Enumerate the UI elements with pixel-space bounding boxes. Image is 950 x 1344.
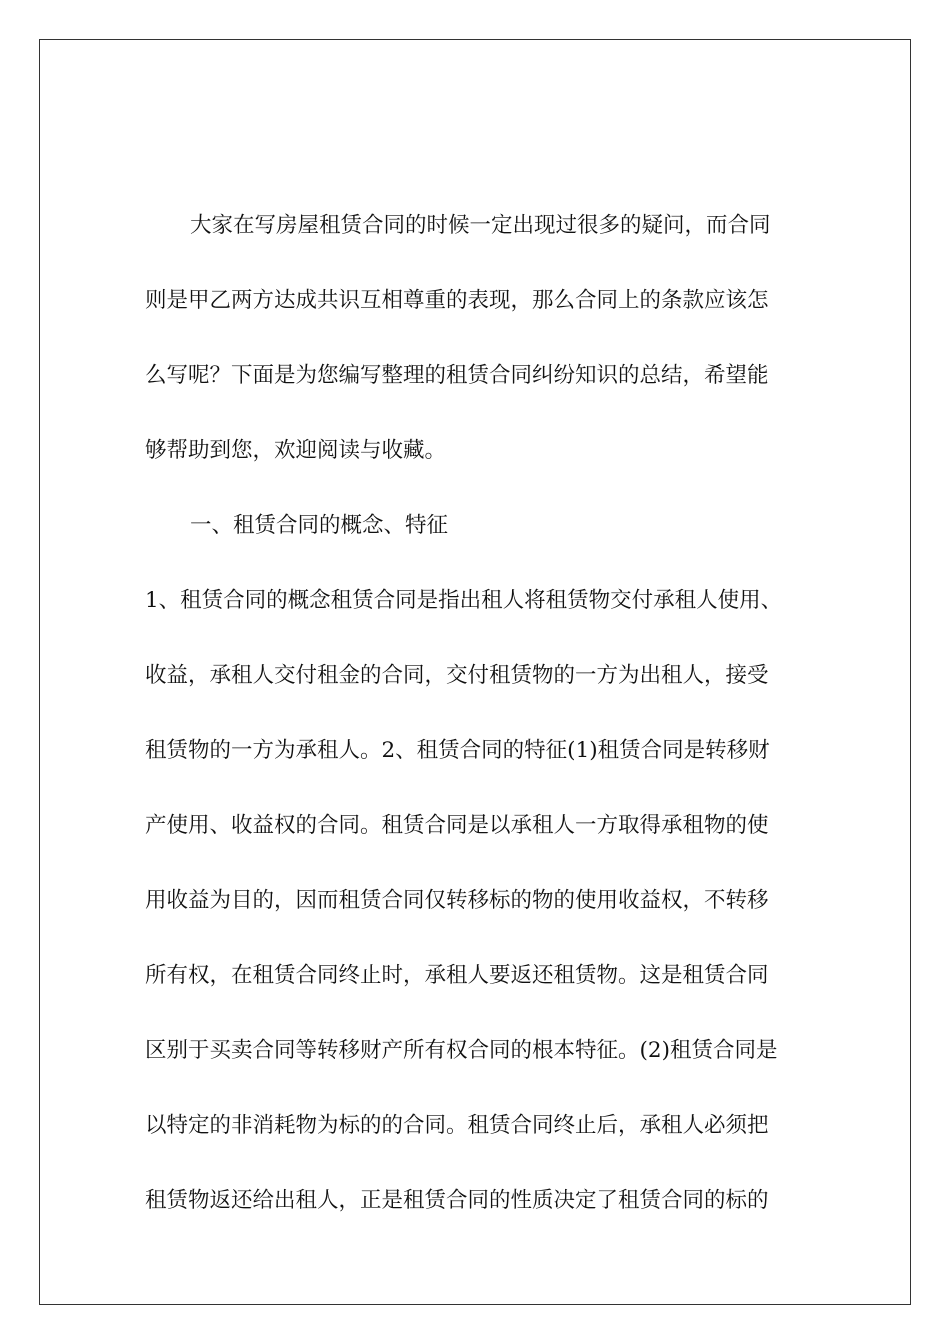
body-line-8: 以特定的非消耗物为标的的合同。租赁合同终止后，承租人必须把 xyxy=(145,1113,769,1138)
section-heading: 一、租赁合同的概念、特征 xyxy=(190,513,449,538)
body-line-6: 所有权，在租赁合同终止时，承租人要返还租赁物。这是租赁合同 xyxy=(145,963,769,988)
body-line-9: 租赁物返还给出租人，正是租赁合同的性质决定了租赁合同的标的 xyxy=(145,1188,769,1213)
body-line-3: 租赁物的一方为承租人。2、租赁合同的特征(1)租赁合同是转移财 xyxy=(145,738,770,763)
paragraph-intro-line-2: 则是甲乙两方达成共识互相尊重的表现，那么合同上的条款应该怎 xyxy=(145,288,769,313)
paragraph-intro-line-3: 么写呢？下面是为您编写整理的租赁合同纠纷知识的总结，希望能 xyxy=(145,363,769,388)
body-line-5: 用收益为目的，因而租赁合同仅转移标的物的使用收益权，不转移 xyxy=(145,888,769,913)
body-line-4: 产使用、收益权的合同。租赁合同是以承租人一方取得承租物的使 xyxy=(145,813,769,838)
body-line-1: 1、租赁合同的概念租赁合同是指出租人将租赁物交付承租人使用、 xyxy=(145,588,783,613)
paragraph-intro-line-4: 够帮助到您，欢迎阅读与收藏。 xyxy=(145,438,447,463)
body-line-2: 收益，承租人交付租金的合同，交付租赁物的一方为出租人，接受 xyxy=(145,663,769,688)
body-line-7: 区别于买卖合同等转移财产所有权合同的根本特征。(2)租赁合同是 xyxy=(145,1038,778,1063)
paragraph-intro-line-1: 大家在写房屋租赁合同的时候一定出现过很多的疑问，而合同 xyxy=(190,213,771,238)
